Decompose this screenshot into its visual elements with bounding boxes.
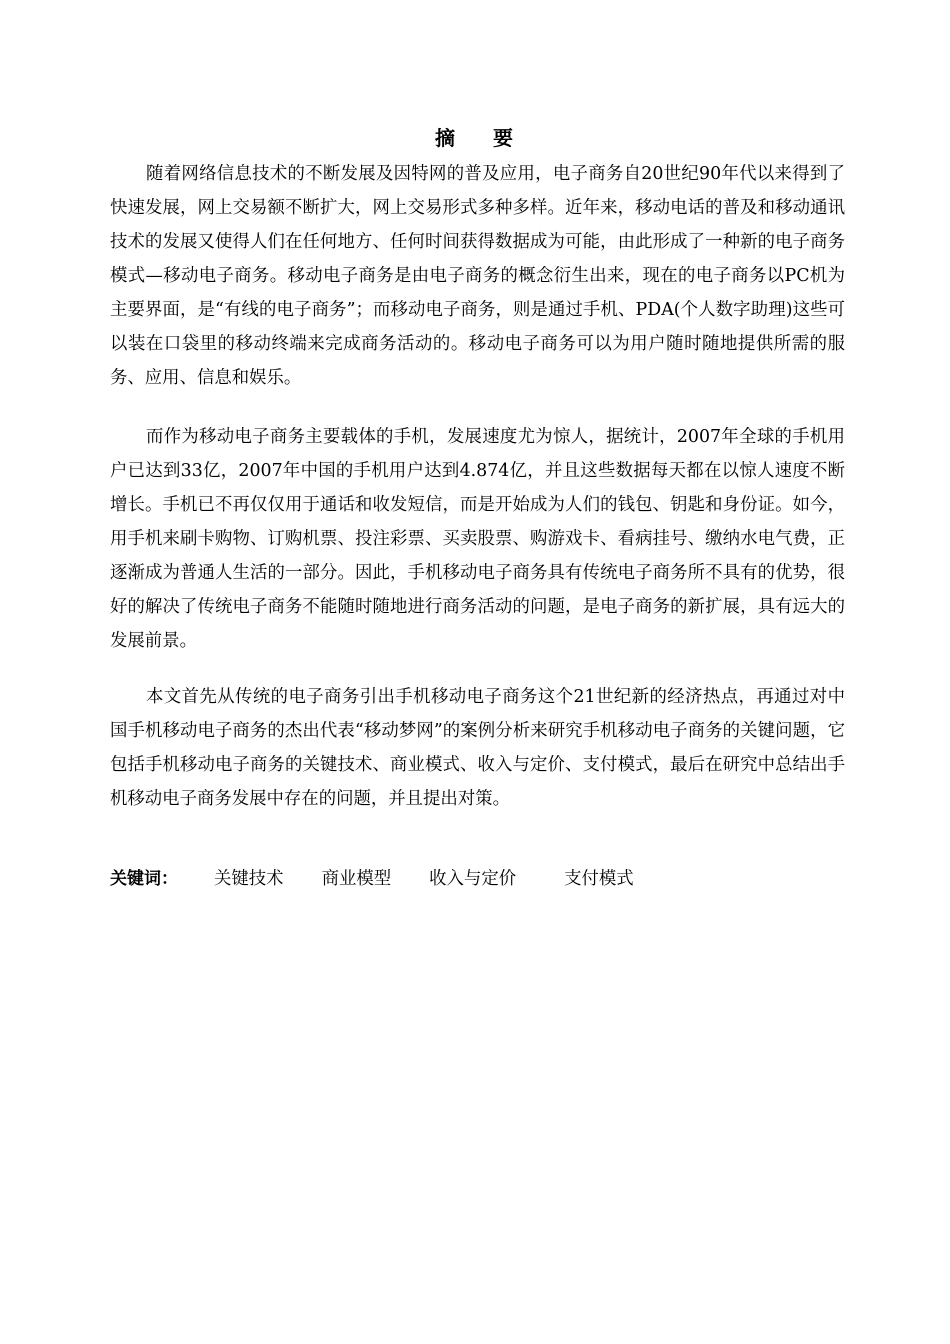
abstract-title — [0, 122, 950, 154]
paragraph-text: 随着网络信息技术的不断发展及因特网的普及应用，电子商务自20世纪90年代以来得到了快速发展，网上交易额不断扩大，网上交易形式多种多样。近年来，移动电话的普及和移动通讯技术的发展又使得人们在任何地方、任何时间获得数据成为可能，由此形成了一种新的电子商务模式—移动电子商务。移动电子商务是由电子商务的概念衍生出来，现在的电子商务以PC机为主要界面，是“有线的电子商务”；而移动电子商务，则是通过手机、PDA(个人数字助理)这些可以装在口袋里的移动终端来完成商务活动的。移动电子商务可以为用户随时随地提供所需的服务、应用、信息和娱乐。 — [110, 164, 845, 388]
keywords-label: 关键词： — [110, 869, 178, 889]
abstract-title-char-2: 要 — [493, 126, 515, 150]
paragraph-text: 本文首先从传统的电子商务引出手机移动电子商务这个21世纪新的经济热点，再通过对中国手机移动电子商务的杰出代表“移动梦网”的案例分析来研究手机移动电子商务的关键问题，它包括手机移动电子商务的关键技术、商业模式、收入与定价、支付模式，最后在研究中总结出手机移动电子商务发展中存在的问题，并且提出对策。 — [110, 687, 845, 809]
keyword-1: 关键技术 — [214, 869, 284, 889]
abstract-paragraph-1 — [110, 157, 845, 395]
keyword-2: 商业模型 — [321, 869, 392, 889]
paragraph-text: 而作为移动电子商务主要载体的手机，发展速度尤为惊人，据统计，2007年全球的手机用户已达到33亿，2007年中国的手机用户达到4.874亿，并且这些数据每天都在以惊人速度不断增长。手机已不再仅仅用于通话和收发短信，而是开始成为人们的钱包、钥匙和身份证。如今，用手机来刷卡购物、订购机票、投注彩票、买卖股票、购游戏卡、看病挂号、缴纳水电气费，正逐渐成为普通人生活的一部分。因此，手机移动电子商务具有传统电子商务所不具有的优势，很好的解决了传统电子商务不能随时随地进行商务活动的问题，是电子商务的新扩展，具有远大的发展前景。 — [110, 427, 845, 651]
keyword-4: 支付模式 — [564, 869, 634, 889]
keywords-line — [110, 864, 634, 894]
abstract-title-char-1: 摘 — [435, 126, 457, 150]
abstract-paragraph-2 — [110, 420, 845, 658]
keyword-3: 收入与定价 — [429, 869, 517, 889]
abstract-paragraph-3 — [110, 680, 845, 816]
